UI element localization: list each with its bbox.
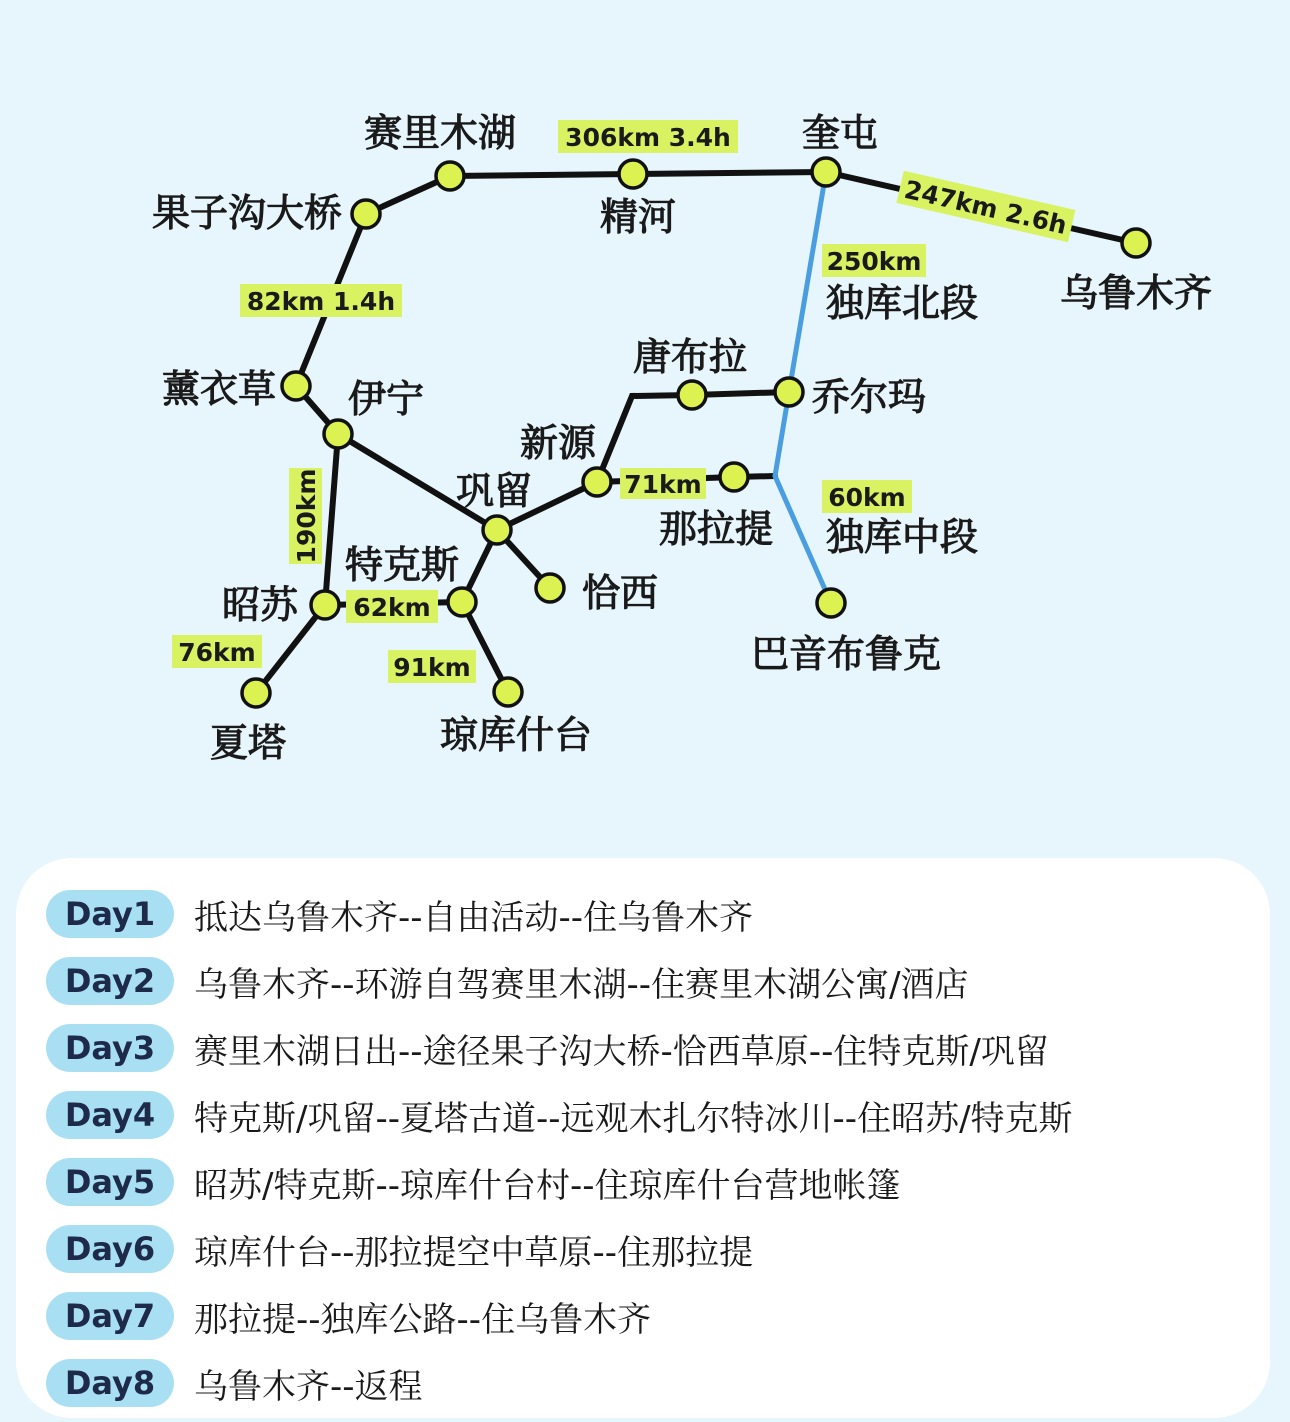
stop-tekesi bbox=[448, 588, 476, 616]
day-badge: Day8 bbox=[46, 1359, 174, 1407]
itinerary-card bbox=[16, 858, 1270, 1418]
stop-sailimu bbox=[436, 162, 464, 190]
itinerary-row-day8 bbox=[46, 1357, 423, 1409]
place-label-xunyicao: 薰衣草 bbox=[161, 367, 276, 411]
stop-nalati bbox=[720, 463, 748, 491]
stop-qiongkushitai bbox=[494, 678, 522, 706]
svg-text:60km: 60km bbox=[828, 483, 906, 512]
day-description: 乌鲁木齐--返程 bbox=[194, 1366, 423, 1407]
distance-label-tekesi-qiongku bbox=[388, 650, 476, 683]
distance-label-zhaosu-tekesi bbox=[346, 590, 438, 623]
itinerary-row-day4 bbox=[46, 1089, 1073, 1141]
itinerary-row-day1 bbox=[46, 888, 753, 940]
day-description: 特克斯/巩留--夏塔古道--远观木扎尔特冰川--住昭苏/特克斯 bbox=[194, 1098, 1073, 1139]
svg-text:91km: 91km bbox=[393, 653, 471, 682]
day-badge: Day6 bbox=[46, 1225, 174, 1273]
place-label-qiaoerma: 乔尔玛 bbox=[812, 375, 927, 419]
distance-label-jinghe-kuitun bbox=[558, 120, 738, 153]
place-label-urumqi: 乌鲁木齐 bbox=[1059, 271, 1213, 315]
stop-tangbula bbox=[678, 381, 706, 409]
distance-label-dukuzhong bbox=[822, 480, 912, 513]
place-label-qiongkushitai: 琼库什台 bbox=[439, 713, 593, 757]
stop-kuitun bbox=[812, 158, 840, 186]
svg-text:71km: 71km bbox=[624, 470, 702, 499]
place-label-kuitun: 奎屯 bbox=[801, 111, 879, 155]
svg-text:250km: 250km bbox=[826, 247, 922, 276]
svg-text:82km 1.4h: 82km 1.4h bbox=[246, 287, 396, 316]
place-label-nalati: 那拉提 bbox=[658, 507, 774, 551]
itinerary-row-day5 bbox=[46, 1156, 901, 1208]
place-label-tekesi: 特克斯 bbox=[344, 543, 460, 587]
place-label-tangbula: 唐布拉 bbox=[632, 335, 748, 379]
road-yining-zhaosu bbox=[325, 434, 338, 605]
place-label-xiata: 夏塔 bbox=[209, 721, 287, 765]
place-label-sailimu: 赛里木湖 bbox=[363, 111, 517, 155]
place-label-xinyuan: 新源 bbox=[519, 421, 597, 465]
day-badge: Day3 bbox=[46, 1024, 174, 1072]
place-label-qiaxi: 恰西 bbox=[582, 571, 659, 615]
distance-label-yining-zhaosu bbox=[289, 468, 322, 564]
place-label-yining: 伊宁 bbox=[348, 377, 425, 421]
stop-qiaxi bbox=[536, 574, 564, 602]
stop-xunyicao bbox=[282, 372, 310, 400]
itinerary-row-day2 bbox=[46, 955, 969, 1007]
place-label-dukubei: 独库北段 bbox=[826, 281, 979, 325]
day-badge: Day4 bbox=[46, 1091, 174, 1139]
distance-label-zhaosu-xiata bbox=[172, 635, 262, 668]
svg-text:190km: 190km bbox=[292, 468, 321, 564]
day-description: 抵达乌鲁木齐--自由活动--住乌鲁木齐 bbox=[194, 897, 754, 938]
place-label-gongliu: 巩留 bbox=[455, 469, 533, 513]
stop-gongliu bbox=[483, 516, 511, 544]
stop-urumqi bbox=[1122, 229, 1150, 257]
itinerary-row-day7 bbox=[46, 1290, 651, 1342]
day-description: 赛里木湖日出--途径果子沟大桥-恰西草原--住特克斯/巩留 bbox=[194, 1031, 1049, 1072]
day-badge: Day1 bbox=[46, 890, 174, 938]
stop-xiata bbox=[242, 679, 270, 707]
stop-guozigou bbox=[352, 200, 380, 228]
day-badge: Day5 bbox=[46, 1158, 174, 1206]
svg-text:247km 2.6h: 247km 2.6h bbox=[901, 174, 1070, 241]
itinerary-row-day3 bbox=[46, 1022, 1049, 1074]
distance-label-xinyuan-nalati bbox=[620, 468, 706, 499]
distance-label-kuitun-urumqi bbox=[896, 171, 1075, 242]
place-label-guozigou: 果子沟大桥 bbox=[151, 191, 342, 235]
stop-xinyuan bbox=[583, 468, 611, 496]
day-description: 琼库什台--那拉提空中草原--住那拉提 bbox=[194, 1232, 754, 1273]
place-label-jinghe: 精河 bbox=[599, 195, 677, 239]
day-badge: Day2 bbox=[46, 957, 174, 1005]
day-description: 昭苏/特克斯--琼库什台村--住琼库什台营地帐篷 bbox=[194, 1165, 901, 1206]
distance-label-guozigou-xunyicao bbox=[240, 284, 402, 317]
place-label-bayinbuluke: 巴音布鲁克 bbox=[750, 632, 942, 676]
svg-text:76km: 76km bbox=[178, 638, 256, 667]
place-label-zhaosu: 昭苏 bbox=[221, 583, 298, 627]
stop-jinghe bbox=[619, 160, 647, 188]
stop-zhaosu bbox=[311, 591, 339, 619]
stop-qiaoerma bbox=[775, 378, 803, 406]
day-description: 乌鲁木齐--环游自驾赛里木湖--住赛里木湖公寓/酒店 bbox=[194, 964, 969, 1005]
itinerary-row-day6 bbox=[46, 1223, 753, 1275]
day-description: 那拉提--独库公路--住乌鲁木齐 bbox=[194, 1299, 652, 1340]
place-label-dukuzhong: 独库中段 bbox=[826, 515, 979, 559]
svg-text:62km: 62km bbox=[353, 593, 431, 622]
day-badge: Day7 bbox=[46, 1292, 174, 1340]
distance-label-dukubei bbox=[822, 244, 926, 277]
stop-yining bbox=[324, 420, 352, 448]
stop-bayinbuluke bbox=[817, 589, 845, 617]
svg-text:306km 3.4h: 306km 3.4h bbox=[565, 123, 731, 152]
